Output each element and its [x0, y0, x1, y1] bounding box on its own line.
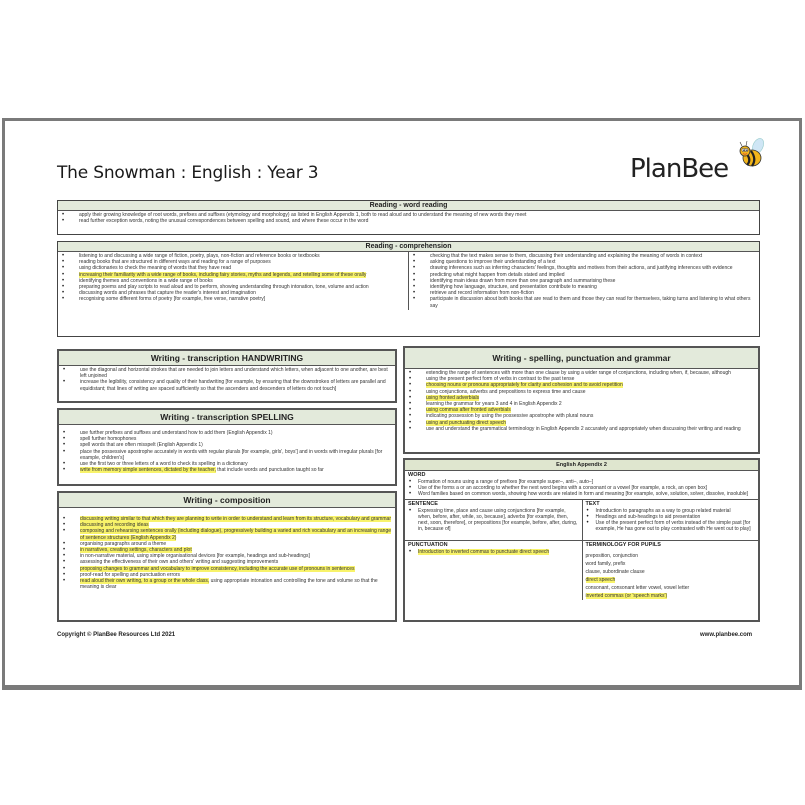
- list-item-text: increase the legibility, consistency and quality of their handwriting [for example, by ensuring that the downstrokes of letters are parallel and equidistant; that lines of writing are spaced sufficiently so that the ascenders and descenders of letters do not touch]: [80, 379, 386, 392]
- list-item: [62, 578, 392, 590]
- appendix-punctuation-list: [405, 548, 582, 556]
- list-item-text: recognising some different forms of poetry [for example, free verse, narrative poetry]: [79, 296, 266, 303]
- list-item-text: in non-narrative material, using simple organisational devices [for example, headings and sub-headings]: [80, 553, 310, 560]
- term-item: [583, 560, 759, 568]
- list-item-text: use the diagonal and horizontal strokes that are needed to join letters and understand which letters, when adjacent to one another, are best left unjoined: [80, 367, 388, 380]
- list-item-text: organising paragraphs around a theme: [80, 540, 167, 547]
- list-item: [408, 426, 755, 432]
- section-handwriting: [57, 349, 397, 403]
- logo-plan: Plan: [630, 154, 682, 184]
- list-item-text-highlighted: in narratives, creating settings, characters and plot: [80, 547, 192, 554]
- list-item-text: indicating possession by using the possessive apostrophe with plural nouns: [426, 413, 594, 420]
- composition-list: [59, 508, 395, 591]
- appendix-terminology: [582, 540, 759, 600]
- section-comprehension: [57, 241, 760, 337]
- appendix-punctuation-label: PUNCTUATION: [408, 541, 448, 548]
- list-item-text: predicting what might happen from details stated and implied: [430, 271, 565, 278]
- list-item: [62, 467, 392, 473]
- list-item-text: proof-read for spelling and punctuation errors: [80, 571, 181, 578]
- list-item-text-highlighted: read aloud their own writing, to a group or the whole class,: [80, 578, 210, 585]
- appendix-grid: [405, 499, 758, 600]
- list-item: [408, 491, 755, 497]
- section-composition: [57, 491, 397, 622]
- appendix-text: [582, 499, 759, 540]
- appendix-sentence-list: [405, 507, 582, 534]
- list-item-text-highlighted: discussing and recording ideas: [80, 522, 149, 529]
- list-item-text: retrieve and record information from non-fiction: [430, 290, 534, 297]
- list-item-text: that include words and punctuation taught so far: [215, 467, 324, 474]
- term-item: [583, 592, 759, 600]
- appendix-text-list: [583, 507, 759, 534]
- list-item-text: apply their growing knowledge of root words, prefixes and suffixes (etymology and morphology) as listed in English Appendix 1, both to read aloud and to understand the meaning of new words they meet: [79, 212, 527, 218]
- list-item-text-highlighted: using commas after fronted adverbials: [426, 407, 511, 414]
- section-heading: Reading - comprehension: [58, 242, 759, 252]
- planbee-logo: [630, 150, 760, 190]
- list-item-text: discussing words and phrases that capture the reader's interest and imagination: [79, 290, 256, 297]
- list-item: [586, 520, 756, 532]
- appendix-heading: English Appendix 2: [405, 460, 758, 471]
- list-item-text: using conjunctions, adverbs and prepositions to express time and cause: [426, 388, 586, 395]
- list-item-text: use further prefixes and suffixes and understand how to add them (English Appendix 1): [80, 430, 273, 436]
- term-text: clause, subordinate clause: [585, 568, 645, 575]
- list-item-text: using dictionaries to check the meaning of words that they have read: [79, 265, 232, 272]
- term-item: [583, 584, 759, 592]
- list-item-text: participate in discussion about both books that are read to them and those they can read for themselves, taking turns and listening to what others say: [430, 296, 751, 309]
- bee-icon: [734, 138, 768, 172]
- website-link[interactable]: www.planbee.com: [700, 632, 753, 638]
- list-item: [62, 379, 392, 391]
- list-item-text: using appropriate intonation and controlling the tone and volume so that the meaning is clear: [80, 578, 378, 591]
- list-item-text: place the possessive apostrophe accurately in words with regular plurals [for example, girls', boys'] and in words with irregular plurals [for example, children's]: [80, 448, 383, 461]
- appendix-terminology-label: TERMINOLOGY FOR PUPILS: [585, 541, 661, 548]
- list-item-text: Introduction to paragraphs as a way to group related material: [595, 507, 731, 514]
- section-heading: Writing - transcription SPELLING: [59, 410, 395, 425]
- appendix-sentence-label: SENTENCE: [408, 500, 438, 507]
- list-item-text: using the present perfect form of verbs in contrast to the past tense: [426, 376, 575, 383]
- list-item-text: Use of the forms a or an according to whether the next word begins with a consonant or a vowel [for example, a rock, an open box]: [418, 485, 708, 492]
- term-text-highlighted: inverted commas (or 'speech marks'): [585, 592, 668, 599]
- list-item-text: extending the range of sentences with more than one clause by using a wider range of conjunctions, including when, if, because, although: [426, 370, 731, 376]
- list-item-text: spell further homophones: [80, 436, 137, 443]
- term-item: [583, 576, 759, 584]
- list-item-text: spell words that are often misspelt (English Appendix 1): [80, 442, 203, 449]
- list-item-text: read further exception words, noting the unusual correspondences between spelling and sound, and where these occur in the word: [79, 218, 369, 225]
- section-heading: Writing - transcription HANDWRITING: [59, 351, 395, 366]
- list-item: [61, 218, 756, 224]
- section-word-reading: [57, 200, 760, 235]
- list-item: [412, 296, 756, 308]
- appendix-word-label: WORD: [408, 472, 426, 478]
- appendix-punctuation: [405, 540, 582, 600]
- section-heading: Writing - spelling, punctuation and grammar: [405, 348, 758, 369]
- logo-bee: Bee: [681, 154, 729, 184]
- page-title: The Snowman : English : Year 3: [57, 163, 319, 183]
- list-item-text-highlighted: write from memory simple sentences, dictated by the teacher,: [80, 467, 216, 474]
- list-item-text-highlighted: Introduction to inverted commas to punctuate direct speech: [418, 548, 550, 555]
- term-item: [583, 552, 759, 560]
- comprehension-left-list: [58, 252, 408, 304]
- list-item: [62, 367, 392, 379]
- list-item-text: Word families based on common words, showing how words are related in form and meaning [for example, solve, solution, solver, dissolve, insoluble]: [418, 491, 749, 498]
- appendix-sentence: [405, 499, 582, 540]
- term-text: preposition, conjunction: [585, 552, 639, 559]
- list-item-text: asking questions to improve their understanding of a text: [430, 259, 556, 266]
- list-item-text: listening to and discussing a wide range of fiction, poetry, plays, non-fiction and reference books or textbooks: [79, 253, 320, 259]
- handwriting-list: [59, 366, 395, 393]
- term-item: [583, 568, 759, 576]
- list-item: [408, 549, 579, 555]
- list-item-text-highlighted: increasing their familiarity with a wide range of books, including fairy stories, myths and legends, and retelling some of these orally: [79, 271, 367, 278]
- section-spag: [403, 346, 760, 454]
- list-item-text: checking that the text makes sense to them, discussing their understanding and explaining the meaning of words in context: [430, 253, 703, 259]
- list-item-text-highlighted: using fronted adverbials: [426, 394, 480, 401]
- list-item-text: drawing inferences such as inferring characters' feelings, thoughts and motives from their actions, and justifying inferences with evidence: [430, 265, 733, 272]
- section-heading: Reading - word reading: [58, 201, 759, 211]
- logo-text: [630, 154, 728, 184]
- section-appendix: [403, 458, 760, 622]
- term-text-highlighted: direct speech: [585, 576, 616, 583]
- list-item: [408, 508, 579, 533]
- list-item-text-highlighted: discussing writing similar to that which they are planning to write in order to understand and learn from its structure, vocabulary and grammar: [80, 516, 391, 522]
- appendix-text-label: TEXT: [585, 500, 600, 507]
- list-item-text: use the first two or three letters of a word to check its spelling in a dictionary: [80, 461, 248, 468]
- comprehension-left-column: [58, 252, 408, 310]
- spag-list: [405, 369, 758, 433]
- comprehension-right-list: [409, 252, 759, 310]
- comprehension-right-column: [408, 252, 759, 310]
- term-text: consonant, consonant letter vowel, vowel letter: [585, 584, 690, 591]
- list-item-text-highlighted: choosing nouns or pronouns appropriately for clarity and cohesion and to avoid repetition: [426, 382, 623, 389]
- list-item-text: identifying main ideas drawn from more than one paragraph and summarising these: [430, 277, 616, 284]
- list-item-text: Use of the present perfect form of verbs instead of the simple past [for example, He has gone out to play contrasted with He went out to play]: [595, 520, 751, 533]
- list-item-text: reading books that are structured in different ways and reading for a range of purposes: [79, 259, 271, 266]
- list-item-text-highlighted: using and punctuating direct speech: [426, 419, 507, 426]
- word-reading-list: [58, 211, 759, 225]
- list-item-text: identifying how language, structure, and presentation contribute to meaning: [430, 284, 597, 291]
- list-item: [62, 449, 392, 461]
- list-item-text: Formation of nouns using a range of prefixes [for example super–, anti–, auto–]: [418, 479, 594, 485]
- spelling-list: [59, 425, 395, 474]
- term-text: word family, prefix: [585, 560, 626, 567]
- section-spelling: [57, 408, 397, 486]
- list-item-text-highlighted: composing and rehearsing sentences orally (including dialogue), progressively building a varied and rich vocabulary and an increasing range of sentence structures (English Appendix 2): [80, 528, 392, 541]
- list-item-text: assessing the effectiveness of their own and others' writing and suggesting improvements: [80, 559, 279, 566]
- appendix-word-list: [405, 478, 758, 499]
- list-item: [61, 296, 405, 302]
- list-item-text: Headings and sub-headings to aid presentation: [595, 513, 701, 520]
- section-heading: Writing - composition: [59, 493, 395, 508]
- list-item-text-highlighted: proposing changes to grammar and vocabulary to improve consistency, including the accurate use of pronouns in sentences: [80, 565, 355, 572]
- copyright-text: Copyright © PlanBee Resources Ltd 2021: [57, 632, 176, 638]
- list-item-text: identifying themes and conventions in a wide range of books: [79, 277, 213, 284]
- list-item: [62, 528, 392, 540]
- list-item-text: Expressing time, place and cause using conjunctions [for example, when, before, after, while, so, because], adverbs [for example, then, next, soon, therefore], or prepositions [for example, before, after, during, in, because of]: [418, 507, 578, 533]
- list-item-text: preparing poems and play scripts to read aloud and to perform, showing understanding through intonation, tone, volume and action: [79, 284, 369, 291]
- list-item-text: use and understand the grammatical terminology in English Appendix 2 accurately and appropriately when discussing their writing and reading: [426, 425, 741, 432]
- appendix-word: [405, 471, 758, 499]
- list-item-text: learning the grammar for years 3 and 4 in English Appendix 2: [426, 401, 562, 408]
